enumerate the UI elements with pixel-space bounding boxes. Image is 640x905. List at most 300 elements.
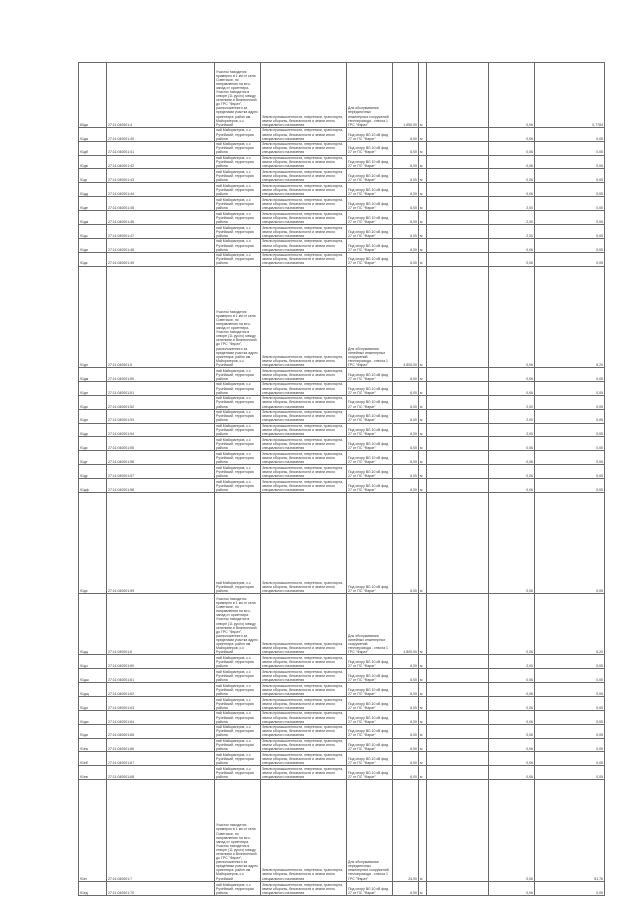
row-number: 91де [79,197,107,211]
area-unit: м [419,183,427,197]
total-value: 0,05 [535,881,605,895]
area-unit: м [419,766,427,780]
plot-location: пай Майорагеров, с.с Ручейский, территория района [215,465,261,479]
cadastral-number: 27:11:040001:40 [107,127,215,141]
plot-location: пай Майорагеров, с.с Ручейский, территория района [215,683,261,697]
plot-location: пай Майорагеров, с.с Ручейский, территория района [215,252,261,266]
rate-value: 0,06 [489,169,535,183]
permitted-use: Под опору ВЛ-10 кВ фид 27 от ПС "Фарат" [347,409,393,423]
land-category: Земли промышленности, энергетики, транспорта, земли обороны, безопасности и земли иного специального назначения [261,224,347,238]
empty-cell [427,752,489,766]
area-unit: м [419,224,427,238]
permitted-use: Для обслуживания передаточных инженерных сооружений теплопровода - ствола 1 ГРС "Фарат" [347,780,393,881]
table-row [79,724,605,738]
cadastral-number: 27:11:040001:46 [107,211,215,225]
row-number: 91ев [79,766,107,780]
total-value: 0,05 [535,368,605,382]
plot-area: 6,00 [393,127,419,141]
area-unit: м [419,238,427,252]
permitted-use: Под опору ВЛ-10 кВ фид 27 от ПС "Фарат" [347,479,393,493]
total-value: 0,05 [535,492,605,593]
rate-value: 0,06 [489,683,535,697]
empty-cell [427,238,489,252]
area-unit: м [419,465,427,479]
land-category: Земли промышленности, энергетики, транспорта, земли обороны, безопасности и земли иного специального назначения [261,696,347,710]
cadastral-number: 27:11:040001:60 [107,655,215,669]
rate-value: 0,06 [489,738,535,752]
total-value: 0,05 [535,169,605,183]
plot-area: 6,00 [393,655,419,669]
total-value: 0,05 [535,238,605,252]
cadastral-number: 27:11:040001:52 [107,395,215,409]
row-number: 91дв [79,155,107,169]
empty-cell [427,266,489,367]
plot-location: пай Майорагеров, с.с Ручейский, территория района [215,437,261,451]
permitted-use: Для обслуживания линейных инженерных сооружений теплопровода - ствола 1 ГРС "Фарат" [347,594,393,655]
table-row [79,669,605,683]
table-row [79,451,605,465]
permitted-use: Под опору ВЛ-10 кВ фид 27 от ПС "Фарат" [347,423,393,437]
total-value: 51,76 [535,780,605,881]
empty-cell [427,127,489,141]
total-value: 0,05 [535,395,605,409]
cadastral-number: 27:11:040001:53 [107,409,215,423]
area-unit: м [419,780,427,881]
area-unit: м [419,155,427,169]
permitted-use: Под опору ВЛ-10 кВ фид 27 от ПС "Фарат" [347,437,393,451]
table-row [79,696,605,710]
cadastral-number: 27:11:040001:54 [107,423,215,437]
plot-area: 6,00 [393,710,419,724]
row-number: 91дц [79,594,107,655]
land-category: Земли промышленности, энергетики, транспорта, земли обороны, безопасности и земли иного специального назначения [261,738,347,752]
table-row [79,655,605,669]
land-category: Земли промышленности, энергетики, транспорта, земли обороны, безопасности и земли иного специального назначения [261,594,347,655]
row-number: 91дб [79,141,107,155]
total-value: 5,20 [535,266,605,367]
permitted-use: Под опору ВЛ-10 кВ фид 27 от ПС "Фарат" [347,669,393,683]
land-category: Земли промышленности, энергетики, транспорта, земли обороны, безопасности и земли иного специального назначения [261,752,347,766]
cadastral-number: 27:11:040001:51 [107,381,215,395]
row-number: 91дд [79,183,107,197]
rate-value: 0,06 [489,155,535,169]
plot-area: 6,00 [393,752,419,766]
cadastral-number: 27:11:040001:61 [107,669,215,683]
table-row [79,594,605,655]
plot-location: пай Майорагеров, с.с Ручейский, территория района [215,224,261,238]
rate-value: 2,00 [489,224,535,238]
plot-location: пай Майорагеров, с.с Ручейский, территория района [215,183,261,197]
empty-cell [427,669,489,683]
plot-location: пай Майорагеров, с.с Ручейский, территория района [215,738,261,752]
empty-cell [427,724,489,738]
total-value: 0,05 [535,381,605,395]
permitted-use: Под опору ВЛ-10 кВ фид 27 от ПС "Фарат" [347,381,393,395]
table-row [79,479,605,493]
area-unit: м [419,669,427,683]
plot-location: пай Майорагеров, с.с Ручейский, территория района [215,696,261,710]
plot-area: 4 800,00 [393,266,419,367]
table-row [79,141,605,155]
plot-location: пай Майорагеров, с.с Ручейский, территория района [215,169,261,183]
table-row [79,127,605,141]
permitted-use: Под опору ВЛ-10 кВ фид 27 от ПС "Фарат" [347,738,393,752]
land-category: Земли промышленности, энергетики, транспорта, земли обороны, безопасности и земли иного специального назначения [261,724,347,738]
row-number: 91дс [79,437,107,451]
plot-area: 6,00 [393,451,419,465]
cadastral-number: 27:11:040001:48 [107,238,215,252]
total-value: 0,05 [535,710,605,724]
area-unit: м [419,169,427,183]
total-value: 0,05 [535,669,605,683]
total-value: 0,05 [535,451,605,465]
permitted-use: Под опору ВЛ-10 кВ фид 27 от ПС "Фарат" [347,766,393,780]
plot-location: пай Майорагеров, с.с Ручейский, территория района [215,155,261,169]
plot-location: Участок находится примерно в 1 км от села Советское, по направлению на юго-запад от ориентира. Участок находится в створе (11 русло) между селением и Вознесенкой до ГРС "Фарат", расположенного за пределами участка адрес ориентира: район им. Майорагеров, с.с Ручейский [215,594,261,655]
plot-area: 6,00 [393,437,419,451]
plot-area: 6,00 [393,381,419,395]
rate-value: 0,06 [489,183,535,197]
land-category: Земли промышленности, энергетики, транспорта, земли обороны, безопасности и земли иного специального назначения [261,881,347,895]
rate-value: 0,06 [489,141,535,155]
total-value: 0,05 [535,724,605,738]
plot-location: пай Майорагеров, с.с Ручейский, территория района [215,492,261,593]
total-value: 0,05 [535,465,605,479]
land-category: Земли промышленности, энергетики, транспорта, земли обороны, безопасности и земли иного специального назначения [261,381,347,395]
land-category: Земли промышленности, энергетики, транспорта, земли обороны, безопасности и земли иного специального назначения [261,669,347,683]
land-category: Земли промышленности, энергетики, транспорта, земли обороны, безопасности и земли иного специального назначения [261,63,347,128]
row-number: 91дт [79,451,107,465]
land-category: Земли промышленности, энергетики, транспорта, земли обороны, безопасности и земли иного специального назначения [261,197,347,211]
table-body [79,63,605,896]
row-number: 91дя [79,724,107,738]
table-row [79,63,605,128]
rate-value: 2,00 [489,423,535,437]
table-row [79,492,605,593]
plot-area: 6,00 [393,155,419,169]
rate-value: 0,06 [489,780,535,881]
permitted-use: Под опору ВЛ-10 кВ фид 27 от ПС "Фарат" [347,141,393,155]
table-row [79,224,605,238]
area-unit: м [419,127,427,141]
table-row [79,368,605,382]
empty-cell [427,368,489,382]
cadastral-number: 27:11:040001:57 [107,465,215,479]
cadastral-number: 27:11:040001:43 [107,169,215,183]
empty-cell [427,465,489,479]
table-row [79,738,605,752]
row-number: 91дю [79,710,107,724]
land-category: Земли промышленности, энергетики, транспорта, земли обороны, безопасности и земли иного специального назначения [261,451,347,465]
table-row [79,465,605,479]
plot-area: 6,00 [393,395,419,409]
row-number: 91дф [79,479,107,493]
empty-cell [427,63,489,128]
plot-area: 6,00 [393,423,419,437]
plot-area: 6,00 [393,183,419,197]
total-value: 5,20 [535,594,605,655]
plot-area: 6,00 [393,368,419,382]
table-row [79,197,605,211]
table-row [79,683,605,697]
area-unit: м [419,381,427,395]
plot-area: 6,00 [393,669,419,683]
rate-value: 0,06 [489,881,535,895]
total-value: 0,05 [535,479,605,493]
empty-cell [427,141,489,155]
permitted-use: Под опору ВЛ-10 кВ фид 27 от ПС "Фарат" [347,197,393,211]
permitted-use: Под опору ВЛ-10 кВ фид 27 от ПС "Фарат" [347,155,393,169]
table-row [79,155,605,169]
table-row [79,766,605,780]
empty-cell [427,492,489,593]
area-unit: м [419,252,427,266]
land-category: Земли промышленности, энергетики, транспорта, земли обороны, безопасности и земли иного специального назначения [261,169,347,183]
permitted-use: Для обслуживания передаточных инженерных сооружений теплопровода - ствола 1 ГРС "Фарат" [347,63,393,128]
total-value: 0,05 [535,197,605,211]
land-category: Земли промышленности, энергетики, транспорта, земли обороны, безопасности и земли иного специального назначения [261,423,347,437]
area-unit: м [419,395,427,409]
land-plots-table [78,62,605,896]
land-category: Земли промышленности, энергетики, транспорта, земли обороны, безопасности и земли иного специального назначения [261,252,347,266]
area-unit: м [419,881,427,895]
area-unit: м [419,437,427,451]
plot-location: пай Майорагеров, с.с Ручейский, территория района [215,238,261,252]
total-value: 0,05 [535,738,605,752]
empty-cell [427,594,489,655]
row-number: 91дм [79,368,107,382]
plot-location: Участок находится примерно в 1 км от села Советское, по направлению на юго-запад от ориентира. Участок находится в створе (11 русло) между селением и Вознесенкой до ГРС "Фарат", расположенного за пределами участка адрес ориентира: район им. Майорагеров, с.с Ручейский [215,63,261,128]
land-category: Земли промышленности, энергетики, транспорта, земли обороны, безопасности и земли иного специального назначения [261,368,347,382]
cadastral-number: 27:11:040001:70 [107,881,215,895]
cadastral-number: 27:11:040001:41 [107,141,215,155]
table-row [79,409,605,423]
total-value: 0,05 [535,423,605,437]
table-row [79,710,605,724]
plot-area: 1 650,00 [393,63,419,128]
total-value: 0,05 [535,183,605,197]
rate-value: 2,00 [489,655,535,669]
cadastral-number: 27:11:040001:64 [107,710,215,724]
area-unit: м [419,423,427,437]
plot-area: 24,00 [393,780,419,881]
row-number: 91дж [79,211,107,225]
permitted-use: Под опору ВЛ-10 кВ фид 27 от ПС "Фарат" [347,211,393,225]
table-row [79,183,605,197]
rate-value: 0,06 [489,710,535,724]
cadastral-number: 27:11:040001:59 [107,492,215,593]
plot-area: 6,00 [393,197,419,211]
rate-value: 2,00 [489,197,535,211]
table-row [79,881,605,895]
permitted-use: Под опору ВЛ-10 кВ фид 27 от ПС "Фарат" [347,451,393,465]
cadastral-number: 27:11:040001:47 [107,224,215,238]
rate-value: 0,06 [489,238,535,252]
rate-value: 0,06 [489,368,535,382]
land-category: Земли промышленности, энергетики, транспорта, земли обороны, безопасности и земли иного специального назначения [261,238,347,252]
area-unit: м [419,63,427,128]
land-category: Земли промышленности, энергетики, транспорта, земли обороны, безопасности и земли иного специального назначения [261,780,347,881]
area-unit: м [419,683,427,697]
empty-cell [427,183,489,197]
permitted-use: Под опору ВЛ-10 кВ фид 27 от ПС "Фарат" [347,368,393,382]
permitted-use: Под опору ВЛ-10 кВ фид 27 от ПС "Фарат" [347,655,393,669]
empty-cell [427,655,489,669]
plot-location: пай Майорагеров, с.с Ручейский, территория района [215,881,261,895]
plot-location: пай Майорагеров, с.с Ручейский, территория района [215,423,261,437]
rate-value: 0,06 [489,381,535,395]
total-value: 0,05 [535,409,605,423]
empty-cell [427,409,489,423]
land-category: Земли промышленности, энергетики, транспорта, земли обороны, безопасности и земли иного специального назначения [261,409,347,423]
cadastral-number: 27:11:040001:42 [107,155,215,169]
empty-cell [427,224,489,238]
row-number: 91дл [79,266,107,367]
permitted-use: Под опору ВЛ-10 кВ фид 27 от ПС "Фарат" [347,238,393,252]
table-row [79,381,605,395]
permitted-use: Под опору ВЛ-10 кВ фид 27 от ПС "Фарат" [347,724,393,738]
cadastral-number: 27:11:040001:66 [107,738,215,752]
total-value: 0,05 [535,766,605,780]
cadastral-number: 27:11:040001:5 [107,266,215,367]
table-row [79,169,605,183]
rate-value: 0,06 [489,437,535,451]
table-row [79,238,605,252]
plot-area: 6,00 [393,409,419,423]
rate-value: 0,06 [489,479,535,493]
land-category: Земли промышленности, энергетики, транспорта, земли обороны, безопасности и земли иного специального назначения [261,266,347,367]
area-unit: м [419,197,427,211]
plot-area: 6,00 [393,252,419,266]
rate-value: 0,06 [489,724,535,738]
permitted-use: Под опору ВЛ-10 кВ фид 27 от ПС "Фарат" [347,252,393,266]
empty-cell [427,710,489,724]
permitted-use: Под опору ВЛ-10 кВ фид 27 от ПС "Фарат" [347,169,393,183]
table-row [79,395,605,409]
row-number: 91ед [79,881,107,895]
area-unit: м [419,368,427,382]
cadastral-number: 27:11:040001:4 [107,63,215,128]
row-number: 91дш [79,669,107,683]
plot-area: 6,00 [393,169,419,183]
cadastral-number: 27:11:040001:56 [107,451,215,465]
permitted-use: Под опору ВЛ-10 кВ фид 27 от ПС "Фарат" [347,127,393,141]
rate-value: 2,00 [489,211,535,225]
area-unit: м [419,211,427,225]
row-number: 60да [79,63,107,128]
area-unit: м [419,479,427,493]
row-number: 91дх [79,492,107,593]
total-value: 0,05 [535,224,605,238]
plot-area: 6,00 [393,465,419,479]
area-unit: м [419,451,427,465]
table-row [79,437,605,451]
area-unit: м [419,594,427,655]
row-number: 91да [79,127,107,141]
plot-area: 6,00 [393,238,419,252]
permitted-use: Под опору ВЛ-10 кВ фид 27 от ПС "Фарат" [347,881,393,895]
row-number: 91до [79,395,107,409]
empty-cell [427,683,489,697]
empty-cell [427,252,489,266]
permitted-use: Под опору ВЛ-10 кВ фид 27 от ПС "Фарат" [347,696,393,710]
land-category: Земли промышленности, энергетики, транспорта, земли обороны, безопасности и земли иного специального назначения [261,683,347,697]
table-row [79,752,605,766]
rate-value: 0,06 [489,594,535,655]
area-unit: м [419,752,427,766]
area-unit: м [419,738,427,752]
rate-value: 2,00 [489,395,535,409]
cadastral-number: 27:11:040001:7 [107,780,215,881]
cadastral-number: 27:11:040001:6 [107,594,215,655]
plot-location: пай Майорагеров, с.с Ручейский, территория района [215,395,261,409]
land-category: Земли промышленности, энергетики, транспорта, земли обороны, безопасности и земли иного специального назначения [261,155,347,169]
empty-cell [427,738,489,752]
permitted-use: Под опору ВЛ-10 кВ фид 27 от ПС "Фарат" [347,752,393,766]
area-unit: м [419,141,427,155]
empty-cell [427,423,489,437]
empty-cell [427,766,489,780]
rate-value: 0,06 [489,752,535,766]
plot-location: пай Майорагеров, с.с Ручейский, территория района [215,211,261,225]
empty-cell [427,881,489,895]
plot-location: пай Майорагеров, с.с Ручейский, территория района [215,752,261,766]
plot-location: пай Майорагеров, с.с Ручейский, территория района [215,197,261,211]
plot-area: 4 800,00 [393,594,419,655]
rate-value: 0,06 [489,465,535,479]
area-unit: м [419,710,427,724]
land-category: Земли промышленности, энергетики, транспорта, земли обороны, безопасности и земли иного специального назначения [261,141,347,155]
plot-location: пай Майорагеров, с.с Ручейский, территория района [215,368,261,382]
rate-value: 0,06 [489,669,535,683]
row-number: 91ди [79,238,107,252]
empty-cell [427,211,489,225]
total-value: 0,05 [535,683,605,697]
plot-area: 6,00 [393,141,419,155]
row-number: 91дп [79,409,107,423]
total-value: 0,7784 [535,63,605,128]
cadastral-number: 27:11:040001:68 [107,766,215,780]
area-unit: м [419,655,427,669]
land-category: Земли промышленности, энергетики, транспорта, земли обороны, безопасности и земли иного специального назначения [261,127,347,141]
land-category: Земли промышленности, энергетики, транспорта, земли обороны, безопасности и земли иного специального назначения [261,766,347,780]
empty-cell [427,169,489,183]
table-row [79,266,605,367]
plot-area: 6,00 [393,724,419,738]
rate-value: 0,06 [489,127,535,141]
plot-area: 6,00 [393,211,419,225]
row-number: 91дч [79,655,107,669]
empty-cell [427,451,489,465]
plot-area: 6,00 [393,696,419,710]
land-category: Земли промышленности, энергетики, транспорта, земли обороны, безопасности и земли иного специального назначения [261,479,347,493]
plot-location: пай Майорагеров, с.с Ручейский, территория района [215,724,261,738]
plot-location: пай Майорагеров, с.с Ручейский, территория района [215,710,261,724]
row-number: 91дз [79,224,107,238]
table-row [79,211,605,225]
empty-cell [427,780,489,881]
empty-cell [427,437,489,451]
plot-location: пай Майорагеров, с.с Ручейский, территория района [215,669,261,683]
permitted-use: Под опору ВЛ-10 кВ фид 27 от ПС "Фарат" [347,224,393,238]
cadastral-number: 27:11:040001:62 [107,683,215,697]
land-category: Земли промышленности, энергетики, транспорта, земли обороны, безопасности и земли иного специального назначения [261,395,347,409]
total-value: 0,05 [535,437,605,451]
area-unit: м [419,409,427,423]
plot-area: 6,00 [393,224,419,238]
plot-location: пай Майорагеров, с.с Ручейский, территория района [215,451,261,465]
row-number: 91дщ [79,683,107,697]
